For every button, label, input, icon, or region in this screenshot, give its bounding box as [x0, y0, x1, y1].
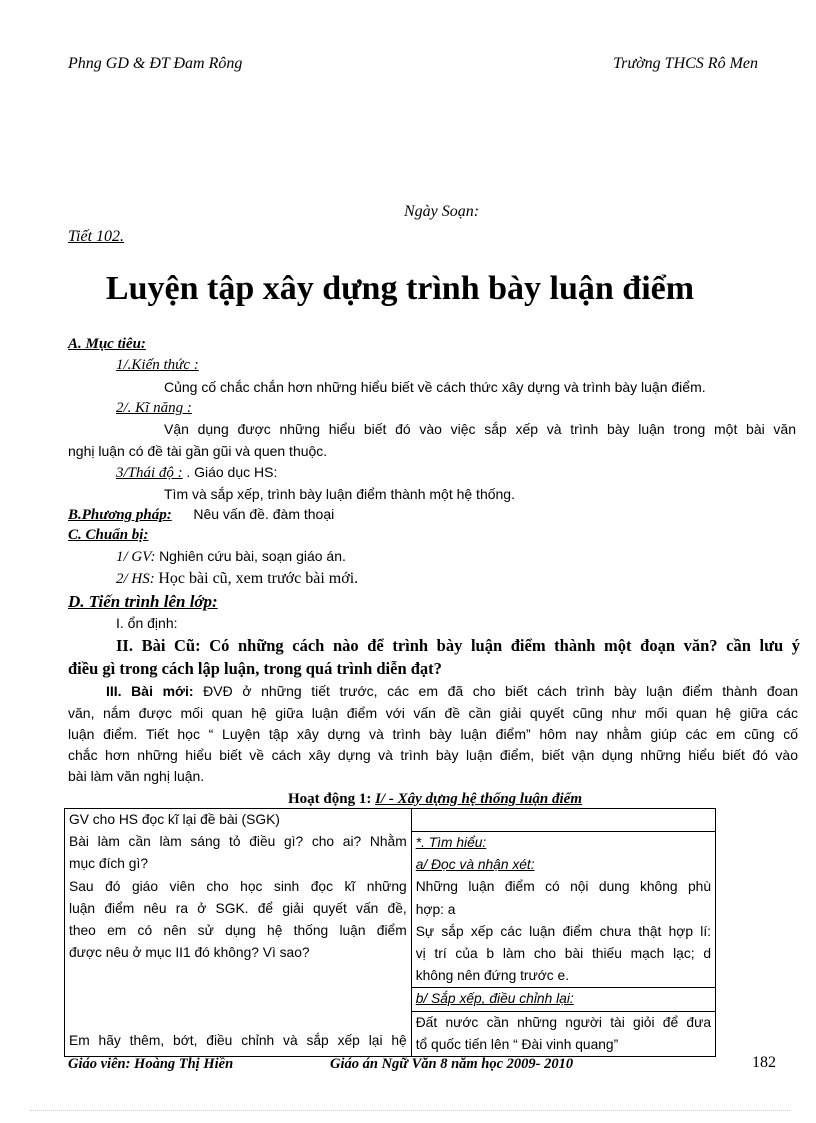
left-line: Sau đó giáo viên cho học sinh đọc kĩ những [69, 878, 407, 894]
left-line: Bài làm cần làm sáng tỏ điều gì? cho ai? Nhằm [69, 834, 407, 850]
footer-course: Giáo án Ngữ Văn 8 năm học 2009- 2010 [330, 1056, 574, 1072]
section-d-heading: D. Tiến trình lên lớp: [68, 592, 218, 611]
left-line: Em hãy thêm, bớt, điều chỉnh và sắp xếp lại hệ [69, 1033, 407, 1049]
section-d-item-1: I. ổn định: [116, 615, 178, 631]
right-line: không nên đứng trước e. [415, 968, 570, 984]
section-a-heading: A. Mục tiêu: [68, 336, 146, 352]
table-row [65, 809, 716, 1057]
section-b-text: Nêu vấn đề. đàm thoại [193, 506, 335, 522]
section-c-heading: C. Chuẩn bị: [68, 527, 149, 543]
hs-row [116, 570, 358, 588]
footer-divider [30, 1110, 790, 1111]
section-d-item-3-line-2: văn, nắm được mối quan hệ giữa luận điểm với vấn đề cần giải quyết cũng như mối quan hệ giữa các [68, 705, 798, 721]
attitude-label: 3/Thái độ : [116, 465, 183, 481]
section-d-item-2-line-2: điều gì trong cách lập luận, trong quá trình diễn đạt? [68, 659, 442, 678]
section-d-item-2-line-1 [116, 636, 800, 656]
gv-label: 1/ GV: [116, 549, 156, 565]
left-line: luận điểm nêu ra ở SGK. để giải quyết vấn đề, [69, 900, 407, 916]
header-department: Phng GD & ĐT Đam Rông [68, 55, 243, 72]
right-line: Đất nước cần những người tài giỏi để đưa [415, 1014, 711, 1030]
right-content-b [412, 987, 715, 1010]
student-activity-cell [411, 809, 715, 1057]
right-line: hợp: a [415, 901, 456, 917]
attitude-text: . Giáo dục HS: [186, 464, 278, 480]
left-line: được nêu ở mục II1 đó không? Vì sao? [69, 945, 310, 961]
section-b-row [68, 506, 334, 524]
left-line: theo em có nên sử dụng hệ thống luận điểm [69, 923, 407, 939]
attitude-text-2: Tìm và sắp xếp, trình bày luận điểm thành một hệ thống. [164, 486, 515, 502]
page-number: 182 [752, 1054, 776, 1071]
skill-label: 2/. Kĩ năng : [116, 400, 192, 416]
arrange-heading: b/ Sắp xếp, điều chỉnh lại: [415, 991, 574, 1007]
explore-heading: *. Tìm hiểu: [415, 835, 487, 850]
teacher-activity-cell [65, 809, 412, 1057]
section-d-item-3-line-4: chắc hơn những hiểu biết về cách xây dựng và trình bày luận điểm, biết vận dụng những hiểu biết đó vào [68, 747, 798, 763]
document-title: Luyện tập xây dựng trình bày luận điểm [105, 270, 695, 307]
knowledge-text: Củng cố chắc chắn hơn những hiểu biết về cách thức xây dựng và trình bày luận điểm. [164, 379, 706, 395]
right-content-c [412, 1011, 715, 1056]
item-3-label: III. Bài mới: [106, 683, 194, 699]
right-line: Những luận điểm có nội dung không phù [415, 879, 711, 895]
read-review-heading: a/ Đọc và nhận xét: [415, 857, 535, 873]
hs-label: 2/ HS: [116, 571, 155, 587]
left-spacer [69, 964, 407, 1030]
left-line: mục đích gì? [69, 856, 148, 872]
left-line: GV cho HS đọc kĩ lại đề bài (SGK) [69, 812, 280, 827]
footer-teacher: Giáo viên: Hoàng Thị Hiền [68, 1056, 234, 1072]
lesson-number: Tiết 102. [68, 228, 125, 245]
right-line: vị trí của b làm cho bài thiếu mạch lạc; d [415, 946, 711, 962]
item-2-question: Có những cách nào để trình bày luận điểm thành một đoạn văn? cần lưu ý [209, 636, 800, 655]
section-b-heading: B.Phương pháp: [68, 507, 172, 523]
item-3-intro: ĐVĐ ở những tiết trước, các em đã cho biết cách trình bày luận điểm thành đoan [203, 683, 799, 699]
hs-text: Học bài cũ, xem trước bài mới. [158, 570, 359, 587]
right-line: Sự sắp xếp các luận điểm chưa thật hợp lí: [415, 923, 711, 939]
attitude-row [116, 464, 277, 482]
header-school: Trường THCS Rô Men [613, 55, 758, 72]
skill-text-line-2: nghị luận có đề tài gần gũi và quen thuộc. [68, 443, 328, 459]
item-2-label: II. Bài Cũ: [116, 636, 201, 655]
right-top-spacer [412, 809, 715, 831]
right-line: tổ quốc tiến lên “ Đài vinh quang” [415, 1036, 619, 1052]
gv-row [116, 548, 346, 566]
activity-title: I/ - Xây dựng hệ thống luận điểm [375, 791, 583, 807]
section-d-item-3-line-1 [106, 683, 798, 699]
right-content [412, 831, 715, 987]
section-d-item-3-line-3: luận điểm. Tiết học “ Luyện tập xây dựng và trình bày luận điểm” hôm nay nhằm giúp các em cũng cố [68, 726, 798, 742]
date-label: Ngày Soạn: [404, 203, 480, 220]
gv-text: Nghiên cứu bài, soạn giáo án. [159, 548, 346, 564]
activity-table [64, 808, 716, 1057]
knowledge-label: 1/.Kiến thức : [116, 357, 199, 373]
activity-heading [0, 791, 816, 808]
activity-label: Hoạt động 1: [287, 791, 372, 807]
section-d-item-3-line-5: bài làm văn nghị luận. [68, 768, 205, 784]
skill-text-line-1: Vận dụng được những hiểu biết đó vào việc sắp xếp và trình bày luận trong một bài văn [164, 421, 796, 437]
